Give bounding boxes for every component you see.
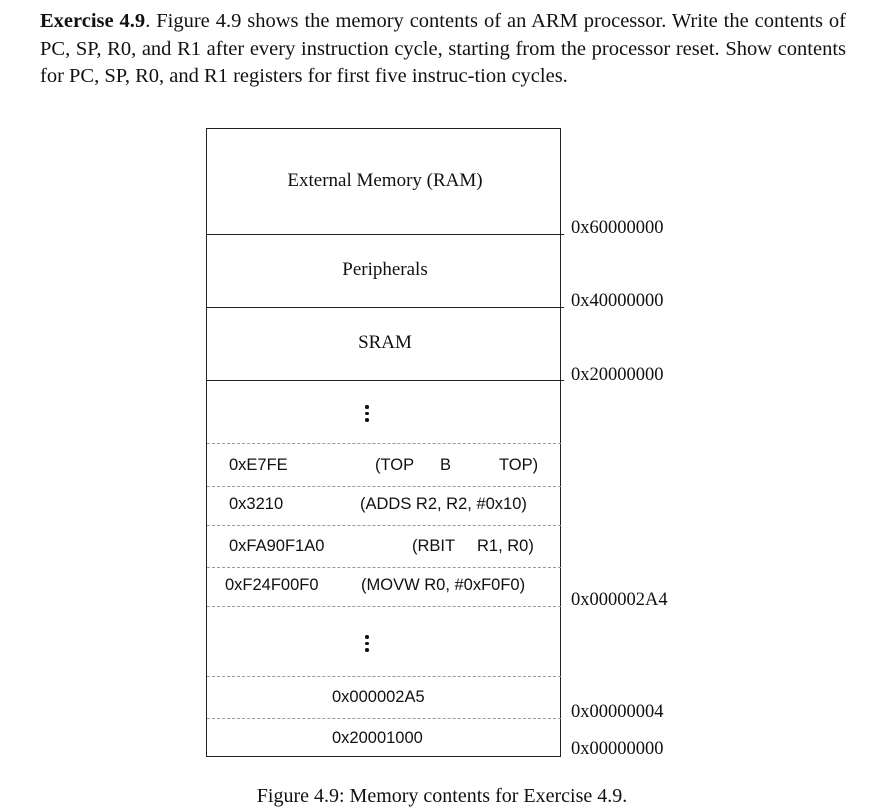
exercise-text (40, 8, 846, 91)
region-peripherals: Peripherals (342, 259, 428, 280)
word-divider (207, 443, 561, 444)
region-sram: SRAM (358, 332, 412, 353)
word-divider (207, 486, 561, 487)
code-instr-1-op: (TOP (375, 456, 415, 474)
address-0x00000000: 0x00000000 (571, 739, 664, 759)
code-hex-1: 0xE7FE (229, 456, 288, 474)
code-instr-3-args: R1, R0) (477, 537, 534, 555)
boundary-line-20000000 (206, 380, 564, 381)
word-divider (207, 676, 561, 677)
code-instr-2: (ADDS R2, R2, #0x10) (360, 495, 527, 513)
region-external-ram: External Memory (RAM) (287, 170, 483, 191)
exercise-body: . Figure 4.9 shows the memory contents of an ARM processor. Write the contents of PC, SP, R0, and R1 after every instruction cycle, starting from the processor reset. Show contents for PC, SP, R0, and R1 registers for first five instruc-tion cycles. (40, 10, 846, 87)
code-hex-3: 0xFA90F1A0 (229, 537, 325, 555)
code-hex-4: 0xF24F00F0 (225, 576, 319, 594)
word-divider (207, 606, 561, 607)
code-instr-1-arg1: B (440, 456, 452, 474)
reset-vector-value: 0x000002A5 (332, 688, 425, 706)
address-0x00000004: 0x00000004 (571, 702, 664, 722)
ellipsis-upper (364, 405, 370, 422)
figure-caption: Figure 4.9: Memory contents for Exercise 4.9. (256, 785, 628, 807)
address-0x60000000: 0x60000000 (571, 218, 664, 238)
boundary-line-60000000 (206, 234, 564, 235)
address-0x20000000: 0x20000000 (571, 365, 664, 385)
word-divider (207, 567, 561, 568)
initial-sp-value: 0x20001000 (332, 729, 423, 747)
word-divider (207, 718, 561, 719)
boundary-line-40000000 (206, 307, 564, 308)
code-instr-4: (MOVW R0, #0xF0F0) (361, 576, 526, 594)
word-divider (207, 525, 561, 526)
code-instr-3-op: (RBIT (412, 537, 456, 555)
exercise-label: Exercise 4.9 (40, 10, 146, 32)
ellipsis-lower (364, 635, 370, 652)
address-0x000002A4: 0x000002A4 (571, 590, 668, 610)
code-instr-1-arg2: TOP) (499, 456, 539, 474)
address-0x40000000: 0x40000000 (571, 291, 664, 311)
code-hex-2: 0x3210 (229, 495, 284, 513)
